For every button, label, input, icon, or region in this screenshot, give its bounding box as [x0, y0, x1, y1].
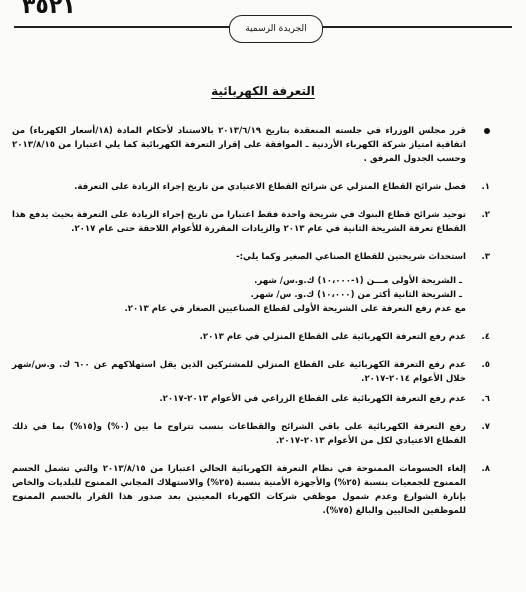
sub-line-first-tier: ـ الشريحة الأولى مـــن (١-١٠،٠٠٠) ك.و.س/ شهر. — [254, 276, 462, 286]
item-text: رفع التعرفة الكهربائية على باقي الشرائح والقطاعات بنسب تتراوح ما بين (٠%) و(١٥%) بما في ذلك القطاع الاعتيادي لكل من الأعوام ٢٠١٣-٢٠١٧. — [12, 422, 466, 446]
list-item — [12, 420, 490, 448]
item-text: عدم رفع التعرفة الكهربائية على القطاع المنزلي في عام ٢٠١٣. — [199, 332, 466, 342]
list-item — [12, 462, 490, 518]
item-number: ٢. — [481, 210, 490, 220]
decision-content — [12, 124, 490, 532]
sub-line-second-tier: ـ الشريحة الثانية أكثر من (١٠،٠٠٠) ك.و. س/ شهر. — [250, 290, 462, 300]
list-item — [12, 392, 490, 406]
item-text: عدم رفع التعرفة الكهربائية على القطاع الزراعي في الأعوام ٢٠١٣-٢٠١٧. — [159, 394, 466, 404]
item-number: ١. — [481, 182, 490, 192]
item-number: ٣. — [481, 252, 490, 262]
sub-line-note: مع عدم رفع التعرفة على الشريحة الأولى لقطاع الصناعيين الصغار في عام ٢٠١٣. — [124, 304, 466, 314]
intro-paragraph — [12, 124, 490, 166]
document-title: التعرفة الكهربائية — [211, 84, 315, 98]
list-item — [12, 358, 490, 386]
item-number: ٦. — [481, 394, 490, 404]
intro-text: قرر مجلس الوزراء في جلسته المنعقدة بتاريخ ٢٠١٣/٦/١٩ بالاستناد لأحكام المادة (١٨/أسعار الكهرباء) من اتفاقية امتياز شركة الكهرباء الأردنية ـ الموافقة على إقرار التعرفة الكهربائية كما يلي اعتبارا من ٢٠١٣/٨/١٥ وحسب الجدول المرفق . — [12, 126, 466, 164]
item-number: ٤. — [481, 332, 490, 342]
item-number: ٨. — [481, 464, 490, 474]
item-text: فصل شرائح القطاع المنزلي عن شرائح القطاع الاعتيادي من تاريخ إجراء الزيادة على التعرفة. — [74, 182, 466, 192]
list-item — [12, 180, 490, 194]
item-text: إلغاء الحسومات الممنوحة في نظام التعرفة الكهربائية الحالي اعتبارا من ٢٠١٣/٨/١٥ والتي تشمل الحسم الممنوح للجمعيات بنسبة (٢٥%) والأجهزة الأمنية بنسبة (٢٥%) والاستهلاك المجاني الممنوح للبلديات والخاص بإنارة الشوارع وعدم شمول موظفي شركات الكهرباء المعينين بعد صدور هذا القرار بالحسم الممنوح للموظفين الحاليين والبالغ (٧٥%). — [12, 464, 466, 516]
list-item — [12, 208, 490, 236]
list-item — [12, 330, 490, 344]
item-text: عدم رفع التعرفة الكهربائية على القطاع المنزلي للمشتركين الذين يقل استهلاكهم عن ٦٠٠ ك. و.س/شهر خلال الأعوام ٢٠١٤-٢٠١٧. — [12, 360, 466, 384]
gazette-name-badge: الجريدة الرسمية — [229, 15, 323, 43]
item-number: ٧. — [481, 422, 490, 432]
item-number: ٥. — [481, 360, 490, 370]
item-text: توحيد شرائح قطاع البنوك في شريحة واحدة فقط اعتبارا من تاريخ إجراء الزيادة على التعرفة بحيث يدفع هذا القطاع تعرفة الشريحة الثانية في عام ٢٠١٣ والزيادات المقررة للأعوام اللاحقة حتى عام ٢٠١٧. — [12, 210, 466, 234]
bullet-icon — [466, 124, 490, 166]
list-item — [12, 250, 490, 316]
item-text: استحداث شريحتين للقطاع الصناعي الصغير وكما يلي:- — [236, 252, 466, 262]
page-number: ٣٥٢١ — [22, 0, 76, 19]
